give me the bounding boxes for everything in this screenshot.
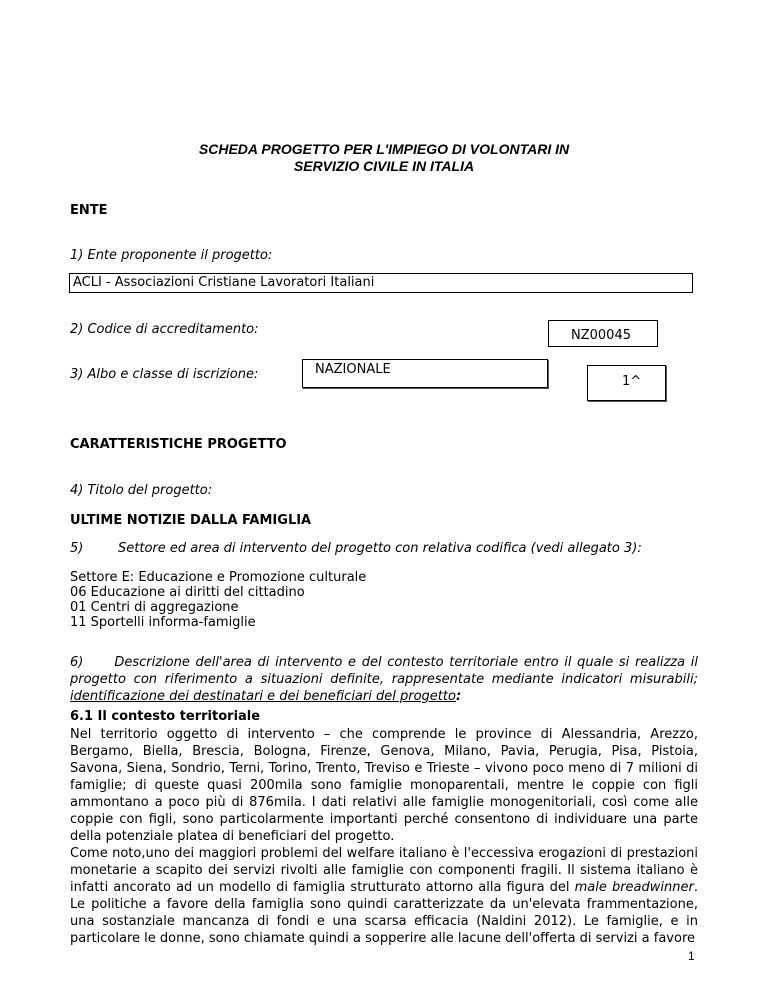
q6-number: 6) [70,655,84,670]
document-title [0,141,768,175]
q5-line-2: 06 Educazione ai diritti del cittadino [70,585,305,600]
q6-colon: : [455,689,462,704]
q5-line-1: Settore E: Educazione e Promozione culturale [70,570,367,585]
page-number: 1 [688,949,695,963]
q2-label: 2) Codice di accreditamento: [70,322,259,337]
s61-p2-text-b: . Le politiche a favore della famiglia sono quindi caratterizzate da un'elevata frammentazione, una sostanziale mancanza di fondi e una scarsa efficacia (Naldini 2012). Le famiglie, e in particolare le donne, sono chiamate quindi a sopperire alle lacune dell'offerta di servizi a favore [70,880,698,946]
section-caratteristiche-heading: CARATTERISTICHE PROGETTO [70,437,287,452]
q5-number: 5) [70,541,84,556]
q2-value: NZ00045 [571,328,631,343]
title-line-1: SCHEDA PROGETTO PER L'IMPIEGO DI VOLONTARI IN [198,141,570,157]
q5-label: Settore ed area di intervento del progetto con relativa codifica (vedi allegato 3): [118,541,642,556]
q3-classe: 1^ [622,374,642,389]
q3-albo-box [302,359,548,388]
s61-body [70,726,698,947]
s61-p2-italic: male breadwinner [574,880,694,895]
q3-label: 3) Albo e classe di iscrizione: [70,367,259,382]
q6-text-underlined: identificazione dei destinatari e dei beneficiari del progetto [70,689,456,704]
title-line-2: SERVIZIO CIVILE IN ITALIA [293,158,475,174]
q2-value-box [548,320,658,347]
q1-label: 1) Ente proponente il progetto: [70,248,273,263]
q5-line-4: 11 Sportelli informa-famiglie [70,615,256,630]
q4-value: ULTIME NOTIZIE DALLA FAMIGLIA [70,513,312,528]
s61-heading: 6.1 Il contesto territoriale [70,709,261,724]
q1-value: ACLI - Associazioni Cristiane Lavoratori Italiani [73,275,375,290]
q6-block [70,654,698,705]
q1-value-box [69,273,693,293]
q4-label: 4) Titolo del progetto: [70,483,213,498]
s61-p2-text-a: Come noto,uno dei maggiori problemi del welfare italiano è l'eccessiva erogazioni di prestazioni monetarie a scapito dei servizi rivolti alle famiglie con componenti fragili. Il sistema italiano è infatti ancorato ad un modello di famiglia strutturato attorno alla figura del [70,846,698,895]
q5-line-3: 01 Centri di aggregazione [70,600,239,615]
q3-albo: NAZIONALE [315,362,391,377]
q3-classe-box [587,365,666,401]
s61-paragraph-1: Nel territorio oggetto di intervento – che comprende le province di Alessandria, Arezzo, Bergamo, Biella, Brescia, Bologna, Firenze, Genova, Milano, Pavia, Perugia, Pisa, Pistoia, Savona, Siena, Sondrio, Terni, Torino, Trento, Treviso e Trieste – vivono poco meno di 7 milioni di famiglie; di queste quasi 200mila sono famiglie monoparentali, mentre le coppie con figli ammontano a poco più di 876mila. I dati relativi alle famiglie monogenitoriali, così come alle coppie con figli, sono particolarmente importanti perché consentono di individuare una parte della potenziale platea di beneficiari del progetto. [70,727,698,844]
q5-list [70,570,366,630]
section-ente-heading: ENTE [70,203,108,218]
q6-text: Descrizione dell'area di intervento e del contesto territoriale entro il quale si realizza il progetto con riferimento a situazioni definite, rappresentate mediante indicatori misurabili; [70,655,698,687]
s61-paragraph-2 [70,845,698,947]
